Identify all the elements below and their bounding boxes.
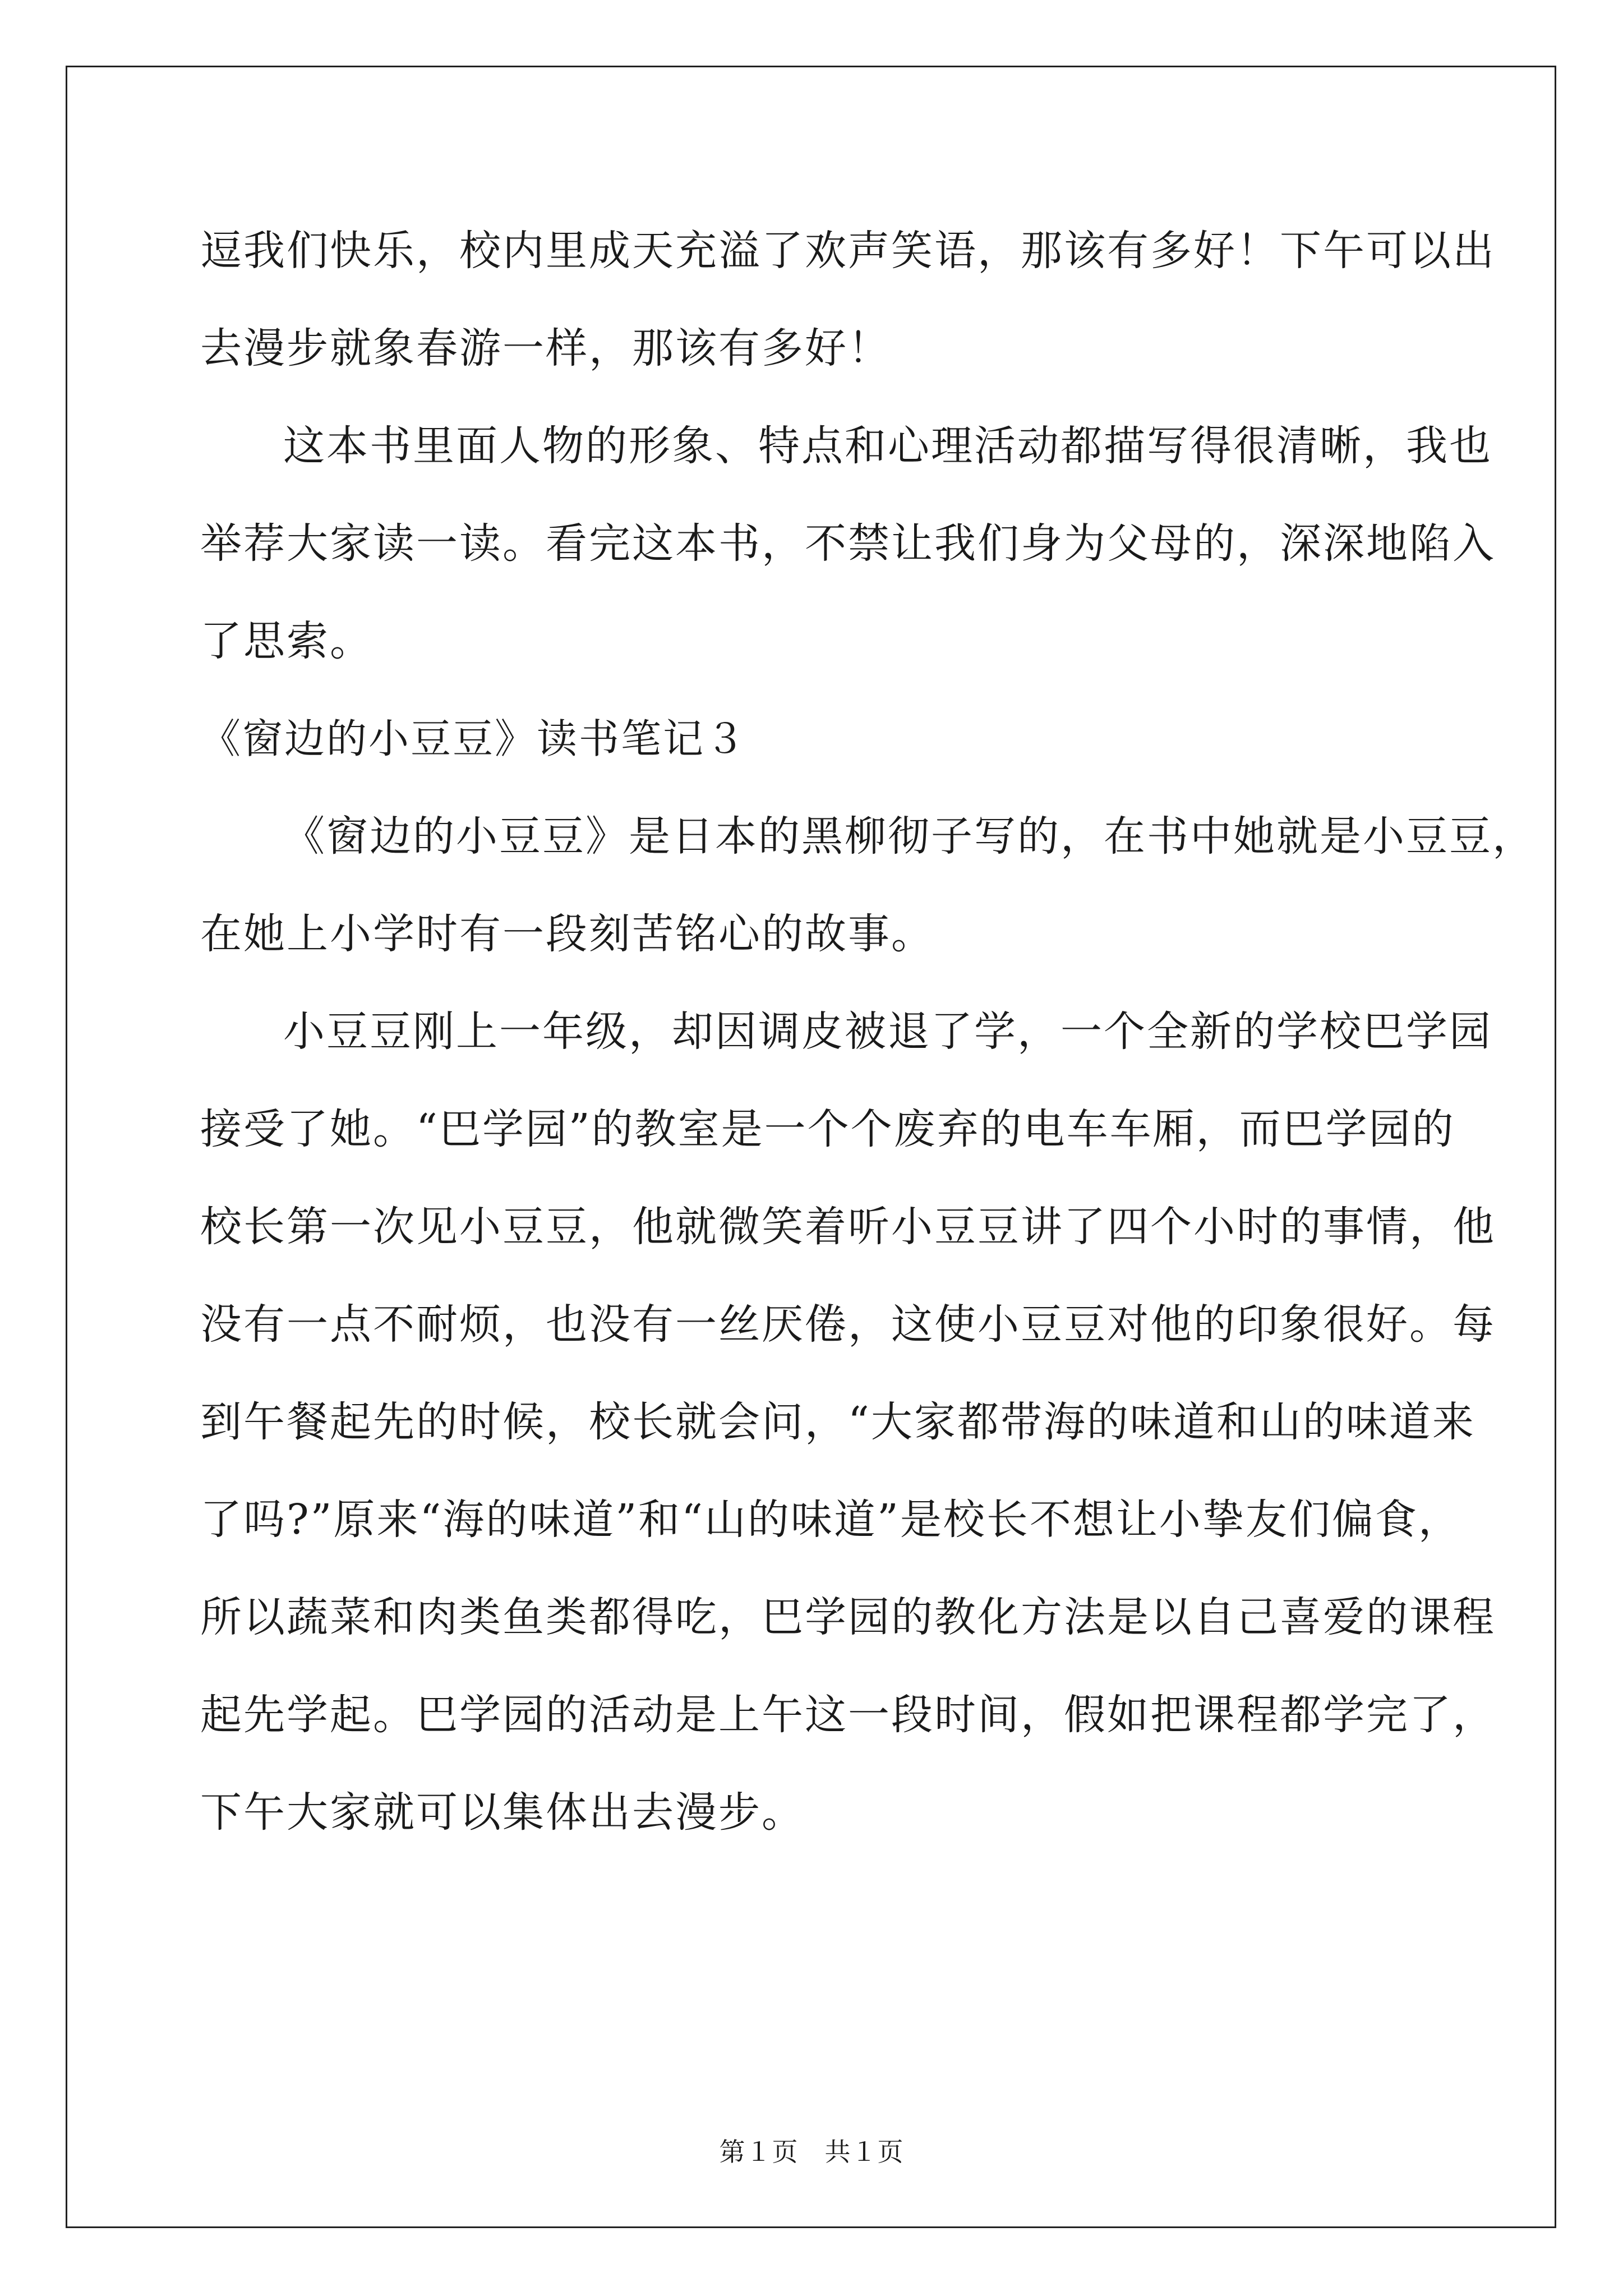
text-line: 举荐大家读一读。看完这本书，不禁让我们身为父母的，深深地陷入: [200, 519, 1496, 568]
text-line: 下午大家就可以集体出去漫步。: [200, 1788, 805, 1837]
text-line: 没有一点不耐烦，也没有一丝厌倦，这使小豆豆对他的印象很好。每: [200, 1300, 1496, 1349]
text-line: 小豆豆刚上一年级，却因调皮被退了学，一个全新的学校巴学园: [283, 1007, 1492, 1056]
text-line: 到午餐起先的时候，校长就会问，“大家都带海的味道和山的味道来: [200, 1398, 1476, 1446]
text-line: 在她上小学时有一段刻苦铭心的故事。: [200, 910, 934, 958]
page-footer: [0, 2132, 1623, 2169]
text-line: 《窗边的小豆豆》是日本的黑柳彻子写的，在书中她就是小豆豆，: [283, 812, 1536, 861]
text-line: 起先学起。巴学园的活动是上午这一段时间，假如把课程都学完了，: [200, 1691, 1496, 1739]
text-line: 逗我们快乐，校内里成天充溢了欢声笑语，那该有多好！下午可以出: [200, 227, 1496, 275]
document-body: [200, 202, 1536, 1861]
text-line: 校长第一次见小豆豆，他就微笑着听小豆豆讲了四个小时的事情，他: [200, 1203, 1496, 1251]
text-line: 去漫步就象春游一样，那该有多好！: [200, 324, 891, 372]
text-line: 所以蔬菜和肉类鱼类都得吃，巴学园的教化方法是以自己喜爱的课程: [200, 1593, 1496, 1641]
section-heading: 《窗边的小豆豆》读书笔记３: [200, 715, 748, 762]
text-line: 这本书里面人物的形象、特点和心理活动都描写得很清晰，我也: [283, 422, 1492, 470]
text-line: 接受了她。“巴学园”的教室是一个个废弃的电车车厢，而巴学园的: [200, 1105, 1455, 1153]
page-number-label: 第１页 共１页: [719, 2137, 904, 2167]
text-line: 了思索。: [200, 617, 373, 665]
text-line: 了吗?”原来“海的味道”和“山的味道”是校长不想让小挚友们偏食，: [200, 1496, 1461, 1544]
